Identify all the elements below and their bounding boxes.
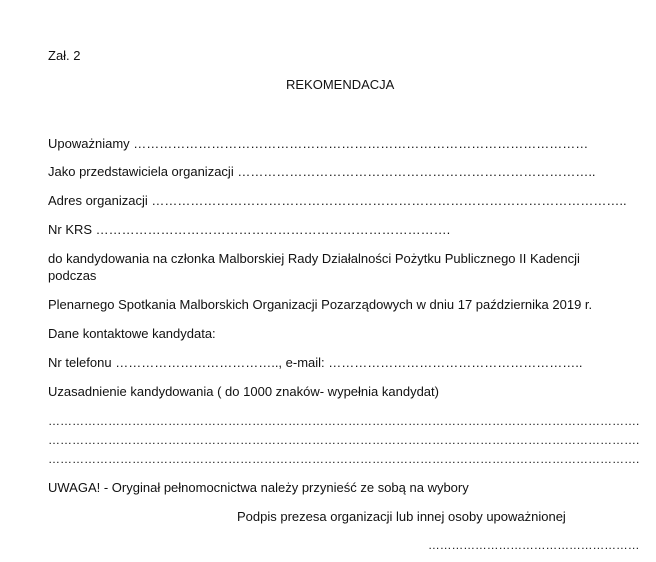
document-title: REKOMENDACJA: [286, 77, 395, 92]
attachment-label: Zał. 2: [48, 48, 81, 63]
contact-heading: Dane kontaktowe kandydata:: [48, 326, 216, 341]
candidacy-text-line-1: do kandydowania na członka Malborskiej Rady Działalności Pożytku Publicznego II Kadencji: [48, 251, 580, 266]
candidacy-text-line-2: podczas: [48, 268, 97, 283]
justification-line-3: ………………………………………………………………………………………………………………………………….: [48, 452, 640, 466]
justification-line-1: ………………………………………………………………………………………………………………………………….: [48, 414, 640, 428]
signature-label: Podpis prezesa organizacji lub innej osoby upoważnionej: [237, 509, 566, 524]
meeting-text: Plenarnego Spotkania Malborskich Organizacji Pozarządowych w dniu 17 października 2019 r.: [48, 297, 593, 312]
address-field: Adres organizacji ………………………………………………………………………………………………..: [48, 193, 627, 208]
authorize-field: Upoważniamy ……………………………………………………………………………………………: [48, 136, 589, 151]
representative-field: Jako przedstawiciela organizacji ………………………………………………………………………..: [48, 164, 596, 179]
justification-heading: Uzasadnienie kandydowania ( do 1000 znaków- wypełnia kandydat): [48, 384, 439, 399]
signature-line: ………………………………………………: [428, 539, 640, 552]
contact-field: Nr telefonu ……………………………….., e-mail: …………………………………………………..: [48, 355, 583, 370]
warning-text: UWAGA! - Oryginał pełnomocnictwa należy przynieść ze sobą na wybory: [48, 480, 469, 495]
justification-line-2: ………………………………………………………………………………………………………………………………….: [48, 433, 640, 447]
krs-field: Nr KRS ……………………………………………………………………….: [48, 222, 451, 237]
